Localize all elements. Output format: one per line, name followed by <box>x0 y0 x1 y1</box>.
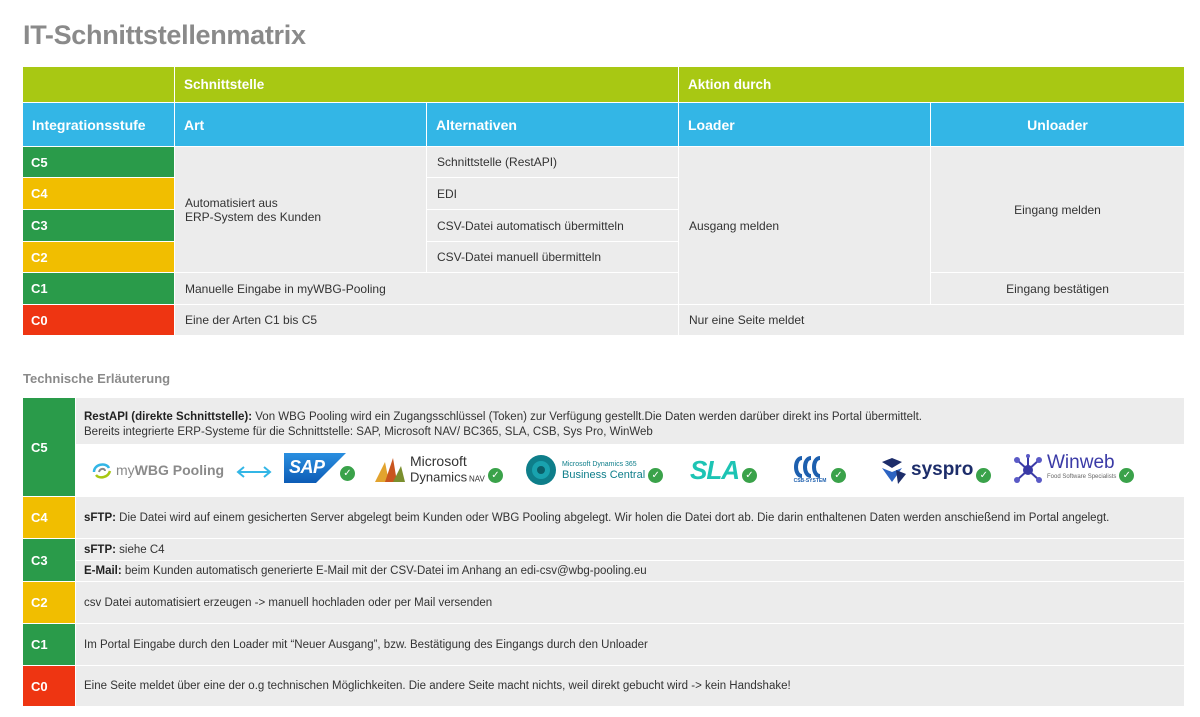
sap-text: SAP <box>289 457 325 477</box>
column-header-loader: Loader <box>679 103 930 146</box>
explanation-c3 <box>76 539 1184 581</box>
section-title-technische-erlaeuterung: Technische Erläuterung <box>23 371 171 386</box>
explanation-level-c0: C0 <box>23 666 75 706</box>
check-icon: ✓ <box>648 468 663 483</box>
check-icon: ✓ <box>742 468 757 483</box>
art-automatisiert-line1: Automatisiert aus <box>185 195 278 210</box>
check-icon: ✓ <box>488 468 503 483</box>
column-header-unloader: Unloader <box>931 103 1184 146</box>
check-icon: ✓ <box>831 468 846 483</box>
explanation-c4 <box>76 497 1184 538</box>
unloader-eingang-bestaetigen: Eingang bestätigen <box>931 273 1184 304</box>
explanation-c3-bold1: sFTP: <box>84 544 116 556</box>
erp-logo-strip <box>76 444 1184 496</box>
ms-line1: Microsoft <box>410 452 467 469</box>
alternative-edi: EDI <box>427 178 678 209</box>
sap-logo <box>284 452 355 484</box>
column-header-alternativen: Alternativen <box>427 103 678 146</box>
explanation-level-c3: C3 <box>23 539 75 581</box>
loader-ausgang-melden: Ausgang melden <box>679 147 930 304</box>
explanation-c5-text: Von WBG Pooling wird ein Zugangsschlüssel (Token) zur Verfügung gestellt.Die Daten werden darüber direkt ins Portal übermittelt. <box>252 411 922 423</box>
matrix-corner-cell <box>23 67 174 102</box>
explanation-c2-text: csv Datei automatisiert erzeugen -> manuell hochladen oder per Mail versenden <box>84 597 493 609</box>
winweb-sub: Food Software Specialists <box>1047 474 1117 480</box>
wbg-swirl-icon <box>90 458 114 482</box>
check-icon: ✓ <box>976 468 991 483</box>
explanation-c1 <box>76 624 1184 665</box>
explanation-level-c2: C2 <box>23 582 75 623</box>
explanation-level-c1: C1 <box>23 624 75 665</box>
explanation-c0 <box>76 666 1184 706</box>
alternative-csv-auto: CSV-Datei automatisch übermitteln <box>427 210 678 241</box>
level-cell-c4: C4 <box>23 178 174 209</box>
column-header-stufe: Integrationsstufe <box>23 103 174 146</box>
bc-line2: Business Central <box>562 469 646 481</box>
sla-logo <box>690 454 757 486</box>
wbg-name: WBG Pooling <box>134 462 225 478</box>
group-header-schnittstelle: Schnittstelle <box>175 67 678 102</box>
group-header-aktion: Aktion durch <box>679 67 1184 102</box>
syspro-icon <box>876 454 908 486</box>
sla-text: SLA <box>690 454 739 485</box>
level-cell-c2: C2 <box>23 242 174 272</box>
check-icon: ✓ <box>340 466 355 481</box>
check-icon: ✓ <box>1119 468 1134 483</box>
explanation-c5-line1 <box>84 411 922 423</box>
explanation-c3-text2: beim Kunden automatisch generierte E-Mail mit der CSV-Datei im Anhang an edi-csv@wbg-pooling.eu <box>121 565 647 577</box>
c1-art-cell: Manuelle Eingabe in myWBG-Pooling <box>175 273 678 304</box>
explanation-c1-text: Im Portal Eingabe durch den Loader mit “Neuer Ausgang”, bzw. Bestätigung des Eingangs durch den Unloader <box>84 639 648 651</box>
c0-loader-cell: Nur eine Seite meldet <box>679 305 1184 335</box>
csb-text: CSB-SYSTEM <box>793 478 827 484</box>
level-cell-c5: C5 <box>23 147 174 177</box>
explanation-c5 <box>76 398 1184 496</box>
syspro-logo <box>876 454 991 486</box>
syspro-text: syspro <box>911 459 974 480</box>
c0-art-cell: Eine der Arten C1 bis C5 <box>175 305 678 335</box>
alternative-csv-manuell: CSV-Datei manuell übermitteln <box>427 242 678 272</box>
explanation-c4-bold: sFTP: <box>84 512 116 524</box>
art-automatisiert-cell <box>175 147 426 272</box>
csb-logo <box>792 454 846 486</box>
explanation-level-c4: C4 <box>23 497 75 538</box>
winweb-text: Winweb <box>1047 452 1115 473</box>
level-cell-c1: C1 <box>23 273 174 304</box>
explanation-c3-text1: siehe C4 <box>115 544 165 556</box>
level-cell-c3: C3 <box>23 210 174 241</box>
explanation-c3-bold2: E-Mail: <box>84 565 122 577</box>
unloader-eingang-melden: Eingang melden <box>931 147 1184 272</box>
ms-line2: Dynamics <box>410 469 468 485</box>
winweb-logo <box>1011 454 1134 486</box>
level-cell-c0: C0 <box>23 305 174 335</box>
explanation-c0-text: Eine Seite meldet über eine der o.g technischen Möglichkeiten. Die andere Seite macht nichts, weil direkt gebucht wird -> kein Handshake! <box>84 680 791 692</box>
divider <box>76 560 1184 561</box>
double-arrow-icon <box>235 456 273 488</box>
page-title: IT-Schnittstellenmatrix <box>23 20 306 50</box>
business-central-logo <box>524 454 663 486</box>
ms-dynamics-icon <box>373 456 407 484</box>
column-header-art: Art <box>175 103 426 146</box>
ms-dynamics-nav-logo <box>373 454 503 486</box>
explanation-c5-bold: RestAPI (direkte Schnittstelle): <box>84 411 253 423</box>
csb-icon <box>792 456 828 478</box>
bc-line1: Microsoft Dynamics 365 <box>562 461 637 468</box>
wbg-prefix: my <box>116 462 135 478</box>
winweb-icon <box>1011 454 1045 486</box>
art-automatisiert-line2: ERP-System des Kunden <box>185 209 322 224</box>
explanation-c4-text: Die Datei wird auf einem gesicherten Server abgelegt beim Kunden oder WBG Pooling abgelegt. Wir holen die Datei dort ab. Die darin enthaltenen Daten werden anschießend im Portal angelegt. <box>115 512 1110 524</box>
ms-nav: NAV <box>469 474 485 484</box>
business-central-icon <box>524 453 558 487</box>
alternative-restapi: Schnittstelle (RestAPI) <box>427 147 678 177</box>
explanation-level-c5: C5 <box>23 398 75 496</box>
wbg-pooling-logo <box>90 454 224 486</box>
explanation-c5-line2: Bereits integrierte ERP-Systeme für die Schnittstelle: SAP, Microsoft NAV/ BC365, SLA, CSB, Sys Pro, WinWeb <box>84 426 653 438</box>
explanation-c2 <box>76 582 1184 623</box>
